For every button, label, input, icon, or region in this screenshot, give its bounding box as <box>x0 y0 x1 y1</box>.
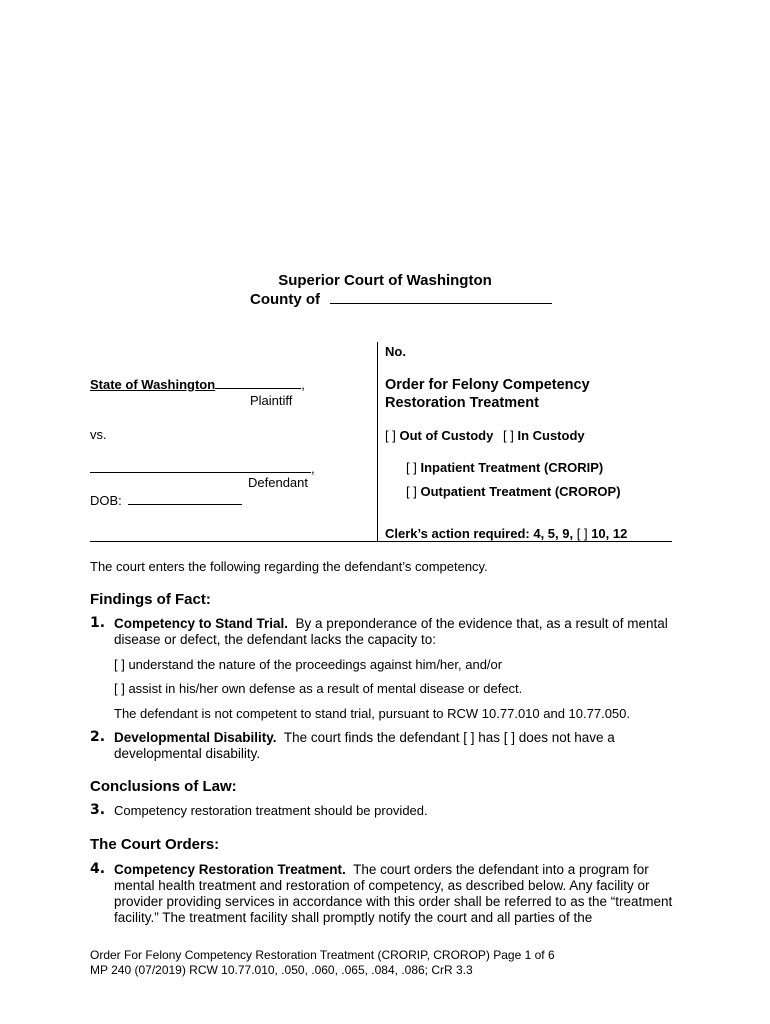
clerk-action-label: Clerk’s action required: 4, 5, 9, <box>385 526 574 541</box>
item-2-title: Developmental Disability. <box>114 730 277 745</box>
orders-heading: The Court Orders: <box>90 836 220 853</box>
outpatient-label: Outpatient Treatment (CROROP) <box>420 484 621 499</box>
outpatient-checkbox[interactable]: [ ] <box>406 484 417 499</box>
conclusions-heading: Conclusions of Law: <box>90 778 237 795</box>
inpatient-checkbox[interactable]: [ ] <box>406 460 417 475</box>
item-4-paragraph <box>114 862 674 926</box>
plaintiff-role: Plaintiff <box>250 393 293 408</box>
item-2-paragraph <box>114 730 674 762</box>
out-of-custody-checkbox[interactable]: [ ] <box>385 428 396 443</box>
inpatient-line <box>406 460 603 475</box>
item-1-option-2[interactable]: [ ] assist in his/her own defense as a result of mental disease or defect. <box>114 681 523 696</box>
defendant-line <box>90 459 315 476</box>
case-number-label: No. <box>385 344 406 359</box>
item-2-text: The court finds the defendant [ ] has [ ] does not have a developmental disability. <box>114 730 615 761</box>
item-1-text: By a preponderance of the evidence that, as a result of mental disease or defect, the defendant lacks the capacity to: <box>114 616 668 647</box>
findings-heading: Findings of Fact: <box>90 591 211 608</box>
custody-line <box>385 428 585 443</box>
item-3-number: 3. <box>90 802 106 818</box>
county-line <box>250 291 552 308</box>
in-custody-label: In Custody <box>517 428 585 443</box>
dob-line <box>90 491 242 508</box>
item-1-paragraph <box>114 616 674 648</box>
plaintiff-comma: , <box>301 377 305 392</box>
defendant-name-blank[interactable] <box>90 459 311 473</box>
order-title-line2: Restoration Treatment <box>385 395 539 411</box>
item-4-text: The court orders the defendant into a program for mental health treatment and restoration of competency, as described below. Any facility or provider providing services in accordance with this order shall be referred to as the “treatment facility.” The treatment facility shall promptly notify the court and all parties of the <box>114 862 673 925</box>
plaintiff-name: State of Washington <box>90 377 216 392</box>
item-1-conclusion: The defendant is not competent to stand trial, pursuant to RCW 10.77.010 and 10.77.050. <box>114 706 631 721</box>
caption-divider <box>377 342 378 542</box>
defendant-comma: , <box>311 461 315 476</box>
in-custody-checkbox[interactable]: [ ] <box>502 428 514 443</box>
dob-label: DOB: <box>90 493 122 508</box>
clerk-action-checkbox[interactable]: [ ] <box>576 526 588 541</box>
clerk-action-rest: 10, 12 <box>591 526 628 541</box>
item-1-number: 1. <box>90 615 106 631</box>
footer-line-1: Order For Felony Competency Restoration Treatment (CRORIP, CROROP) Page 1 of 6 <box>90 948 555 962</box>
clerk-action-line <box>385 526 627 541</box>
inpatient-label: Inpatient Treatment (CRORIP) <box>420 460 604 475</box>
county-label: County of <box>250 291 320 308</box>
intro-text: The court enters the following regarding the defendant’s competency. <box>90 559 488 574</box>
outpatient-line <box>406 484 621 499</box>
county-blank[interactable] <box>330 303 552 304</box>
item-4-title: Competency Restoration Treatment. <box>114 862 346 877</box>
item-1-title: Competency to Stand Trial. <box>114 616 289 631</box>
defendant-role: Defendant <box>248 475 308 490</box>
item-2-number: 2. <box>90 729 106 745</box>
plaintiff-line <box>90 377 305 392</box>
item-3-text: Competency restoration treatment should be provided. <box>114 803 428 818</box>
item-4-number: 4. <box>90 861 106 877</box>
versus: vs. <box>90 427 107 442</box>
out-of-custody-label: Out of Custody <box>399 428 494 443</box>
order-title-line1: Order for Felony Competency <box>385 377 590 393</box>
footer-line-2: MP 240 (07/2019) RCW 10.77.010, .050, .060, .065, .084, .086; CrR 3.3 <box>90 963 473 977</box>
dob-blank[interactable] <box>128 491 242 505</box>
caption-bottom-rule <box>90 541 672 542</box>
plaintiff-blank[interactable] <box>215 388 301 389</box>
court-title: Superior Court of Washington <box>278 272 492 289</box>
item-1-option-1[interactable]: [ ] understand the nature of the proceedings against him/her, and/or <box>114 657 503 672</box>
